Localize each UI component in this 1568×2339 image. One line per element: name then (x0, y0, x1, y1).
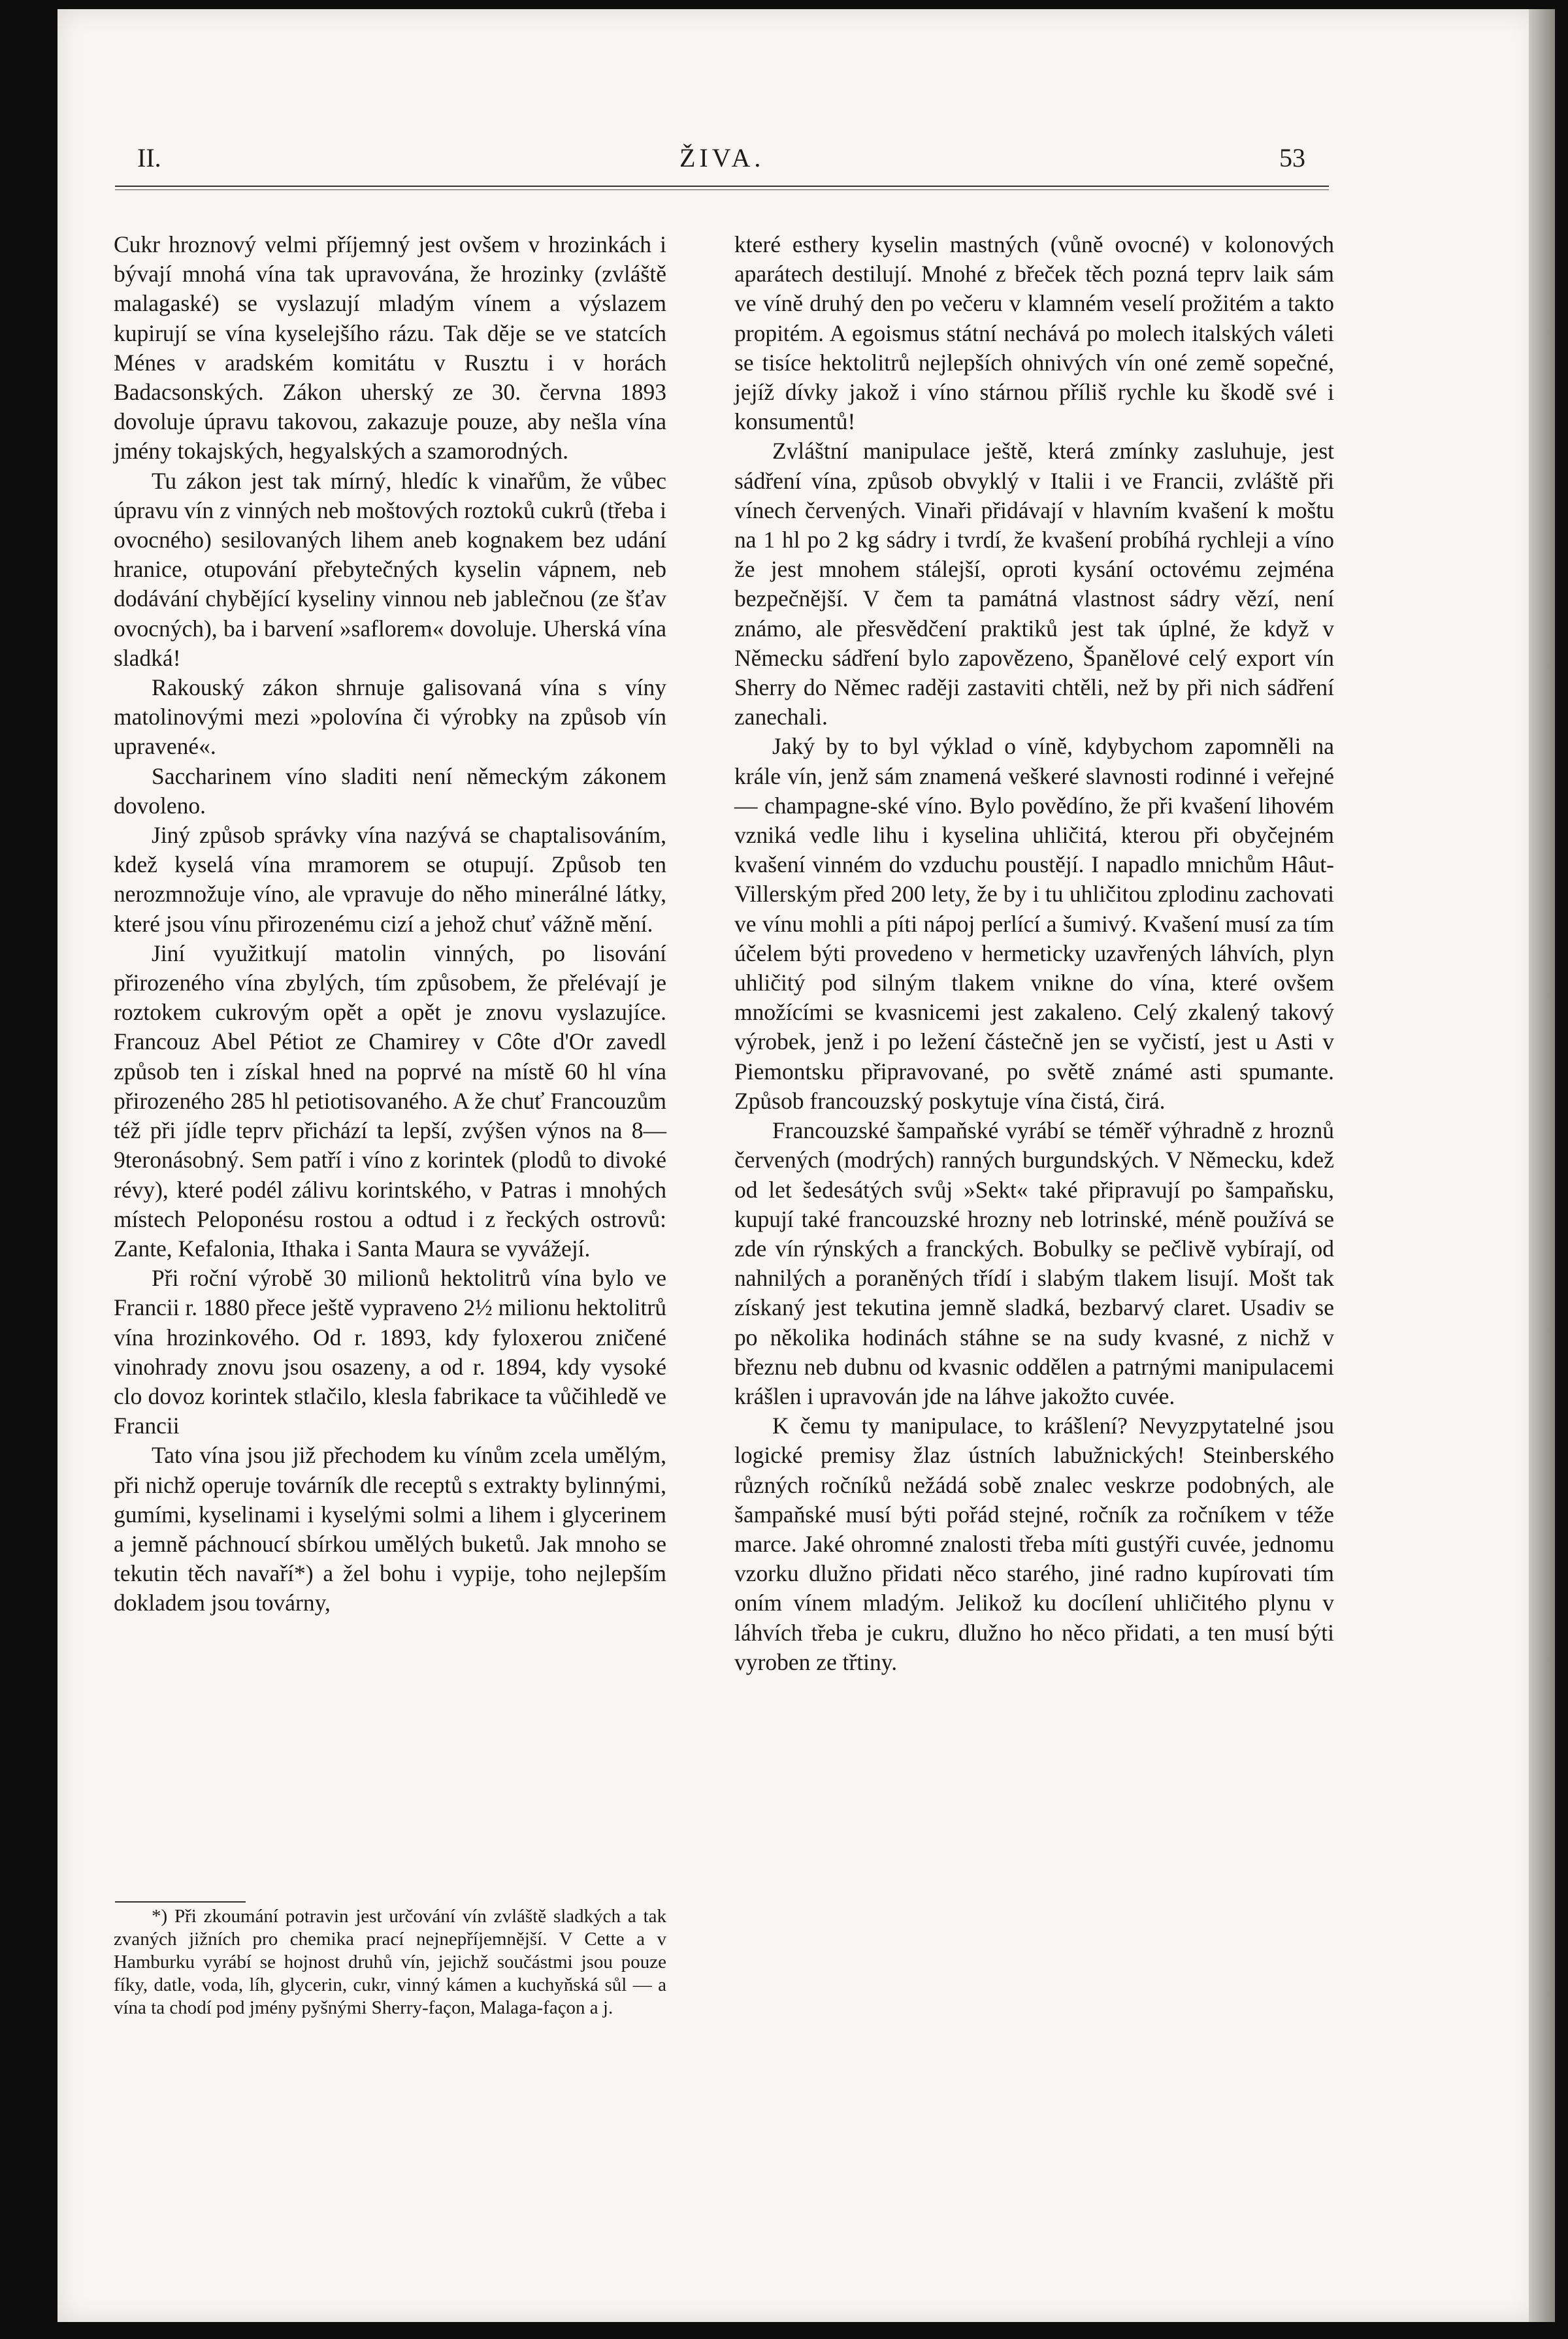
paragraph: Cukr hroznový velmi příjemný jest ovšem v hrozinkách i bývají mnohá vína tak upravována, že hrozinky (zvláště malagaské) se vyslazují mladým vínem a výslazem kupirují se vína kyselejšího rázu. Tak děje se ve statcích Ménes v aradském komitátu v Rusztu i v horách Badacsonských. Zákon uherský ze 30. června 1893 dovoluje úpravu takovou, zakazuje pouze, aby nešla vína jmény tokajských, hegyalských a szamorodných. (114, 231, 666, 465)
journal-title: ŽIVA. (679, 143, 765, 172)
volume-number: II. (137, 143, 161, 172)
paragraph: Při roční výrobě 30 milionů hektolitrů vína bylo ve Francii r. 1880 přece ještě vypraveno 2½ milionu hektolitrů vína hrozinkového. Od r. 1893, kdy fyloxerou zničené vinohrady znovu jsou osazeny, a od r. 1894, kdy vysoké clo dovoz korintek stlačilo, klesla fabrikace ta vůčihledě ve Francii (114, 1265, 666, 1439)
paragraph: Rakouský zákon shrnuje galisovaná vína s víny matolinovými mezi »polovína či výrobky na způsob vín upravené«. (114, 674, 666, 760)
page-edge (1529, 9, 1555, 2322)
header-rule (115, 186, 1329, 190)
running-header (137, 142, 1305, 182)
right-column (734, 230, 1334, 1677)
paragraph: Francouzské šampaňské vyrábí se téměř výhradně z hroznů červených (modrých) ranných burgundských. V Německu, kdež od let šedesátých svůj »Sekt« také připravují po šampaňsku, kupují také francouzské hrozny neb lotrinské, méně používá se zde vín rýnských a franckých. Bobulky se pečlivě vybírají, od nahnilých a poraněných třídí i slabým tlakem lisují. Mošt tak získaný jest tekutina jemně sladká, bezbarvý claret. Usadiv se po několika hodinách stáhne se na sudy kvasné, z nichž v březnu neb dubnu od kvasnic oddělen a patrnými manipulacemi krášlen i upravován jde na láhve jakožto cuvée. (734, 1117, 1334, 1409)
footnote (114, 1905, 666, 2020)
paragraph: které esthery kyselin mastných (vůně ovocné) v kolonových aparátech destilují. Mnohé z břeček těch pozná teprv laik sám ve víně druhý den po večeru v klamném veselí prožitém a takto propitém. A egoismus státní nechává po molech italských váleti se tisíce hektolitrů nejlepších ohnivých vín oné země sopečné, jejíž dívky jakož i víno stárnou příliš rychle ku škodě své i konsumentů! (734, 231, 1334, 435)
footnote-text: *) Při zkoumání potravin jest určování vín zvláště sladkých a tak zvaných jižních pro chemika prací nejnepříjemnější. V Cette a v Hamburku vyrábí se hojnost druhů vín, jejichž součástmi jsou pouze fíky, datle, voda, líh, glycerin, cukr, vinný kámen a kuchyňská sůl — a vína ta chodí pod jmény pyšnými Sherry-façon, Malaga-façon a j. (114, 1906, 666, 2018)
paragraph: Tato vína jsou již přechodem ku vínům zcela umělým, při nichž operuje továrník dle receptů s extrakty bylinnými, gumími, kyselinami i kyselými solmi a lihem i glycerinem a jemně páchnoucí sbírkou umělých buketů. Jak mnoho se tekutin těch navaří*) a žel bohu i vypije, toho nejlepším dokladem jsou továrny, (114, 1442, 666, 1616)
page-number: 53 (1279, 143, 1305, 172)
left-column (114, 230, 666, 1618)
paragraph: Jiný způsob správky vína nazývá se chaptalisováním, kdež kyselá vína mramorem se otupují. Způsob ten nerozmnožuje víno, ale vpravuje do něho minerálné látky, které jsou vínu přirozenému cizí a jehož chuť vážně mění. (114, 822, 666, 937)
footnote-rule (115, 1901, 246, 1903)
paragraph: Jiní využitkují matolin vinných, po lisování přirozeného vína zbylých, tím způsobem, že přelévají je roztokem cukrovým opět a opět je znovu vyslazujíce. Francouz Abel Pétiot ze Chamirey v Côte d'Or zavedl způsob ten i získal hned na poprvé na místě 60 hl vína přirozeného 285 hl petiotisovaného. A že chuť Francouzům též při jídle teprv přichází ta lepší, zvýšen výnos na 8—9teronásobný. Sem patří i víno z korintek (plodů to divoké révy), které podél zálivu korintského, v Patras i mnohých místech Peloponésu rostou a odtud i z řeckých ostrovů: Zante, Kefalonia, Ithaka i Santa Maura se vyvážejí. (114, 940, 666, 1262)
paragraph: Zvláštní manipulace ještě, která zmínky zasluhuje, jest sádření vína, způsob obvyklý v Italii i ve Francii, zvláště při vínech červených. Vinaři přidávají v hlavním kvašení k moštu na 1 hl po 2 kg sádry i tvrdí, že kvašení probíhá rychleji a víno že jest mnohem stálejší, oproti kysání octovému zejména bezpečnější. V čem ta památná vlastnost sádry vězí, není známo, ale přesvědčení praktiků jest tak úplné, že když v Německu sádření bylo zapovězeno, Španělové celý export vín Sherry do Němec raději zastaviti chtěli, než by při nich sádření zanechali. (734, 438, 1334, 730)
paragraph: Saccharinem víno sladiti není německým zákonem dovoleno. (114, 762, 666, 819)
paragraph: Tu zákon jest tak mírný, hledíc k vinařům, že vůbec úpravu vín z vinných neb moštových roztoků cukrů (třeba i ovocného) sesilovaných lihem aneb kognakem bez udání hranice, otupování přebytečných kyselin vápnem, neb dodávání chybějící kyseliny vinnou neb jablečnou (ze šťav ovocných), ba i barvení »saflorem« dovoluje. Uherská vína sladká! (114, 467, 666, 671)
paragraph: K čemu ty manipulace, to krášlení? Nevyzpytatelné jsou logické premisy žlaz ústních labužnických! Steinberského různých ročníků nežádá sobě znalec veskrze podobných, ale šampaňské musí býti pořád stejné, ročník za ročníkem v téže marce. Jaké ohromné znalosti třeba míti gustýři cuvée, jednomu vzorku dlužno přidati něco starého, jiné radno kupírovati tím oním vínem mladým. Jelikož ku docílení uhličitého plynu v láhvích třeba je cukru, dlužno ho něco přidati, a ten musí býti vyroben ze třtiny. (734, 1413, 1334, 1675)
paragraph: Jaký by to byl výklad o víně, kdybychom zapomněli na krále vín, jenž sám znamená veškeré slavnosti rodinné i veřejné — champagne-ské víno. Bylo povědíno, že při kvašení lihovém vzniká vedle lihu i kyselina uhličitá, kterou při obyčejném kvašení vinném do vzduchu poustějí. I napadlo mnichům Hâut-Villerským před 200 lety, že by i tu uhličitou zplodinu zachovati ve vínu mohli a píti nápoj perlící a šumivý. Kvašení musí za tím účelem býti provedeno v hermeticky uzavřených láhvích, plyn uhličitý pod silným tlakem vnikne do vína, které ovšem množícími se kvasnicemi jest zakaleno. Celý zkalený takový výrobek, jenž i po ležení částečně jen se vyčistí, jest u Asti v Piemontsku připravované, po světě známé asti spumante. Způsob francouzský poskytuje vína čistá, čirá. (734, 733, 1334, 1114)
